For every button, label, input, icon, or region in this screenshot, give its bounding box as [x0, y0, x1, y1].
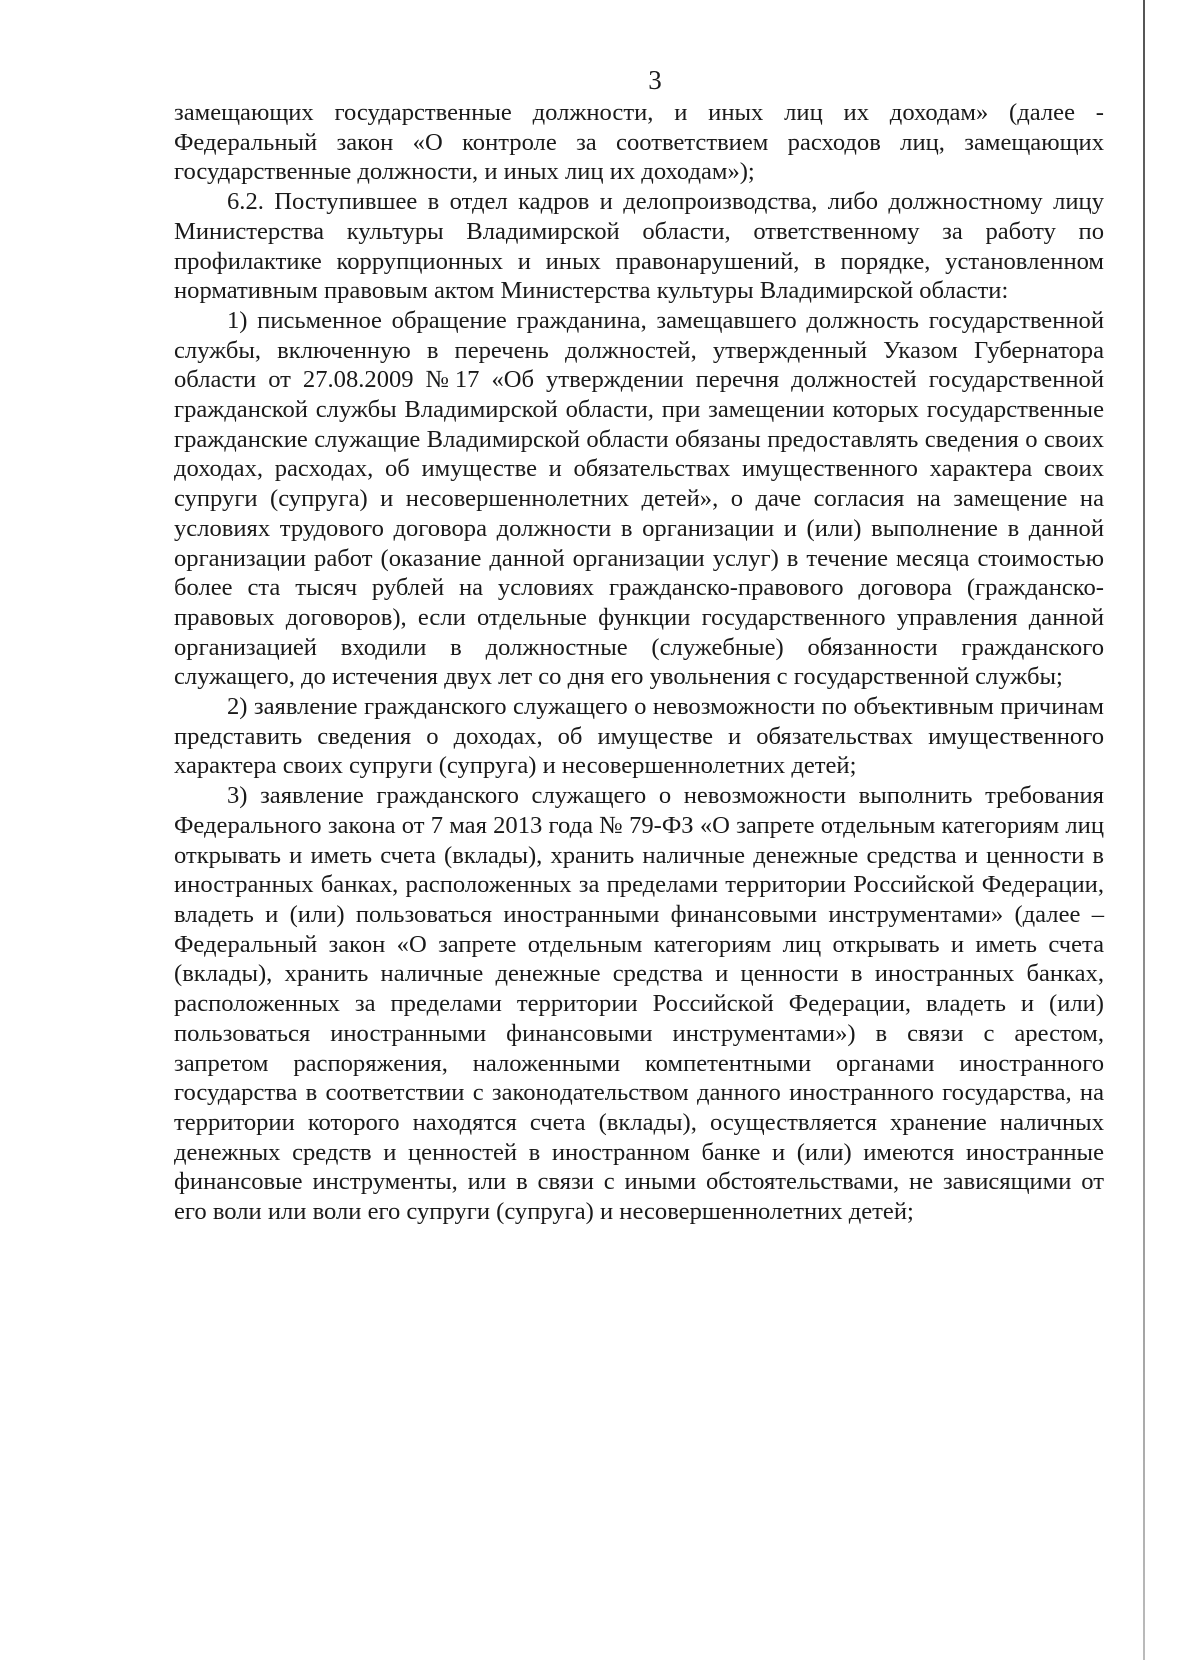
scan-edge-line [1143, 0, 1145, 1660]
page-number: 3 [648, 65, 662, 95]
list-item-3: 3) заявление гражданского служащего о невозможности выполнить требования Федерального закона от 7 мая 2013 года № 79-ФЗ «О запрете отдельным категориям лиц открывать и иметь счета (вклады), хранить наличные денежные средства и ценности в иностранных банках, расположенных за пределами территории Российской Федерации, владеть и (или) пользоваться иностранными финансовыми инструментами» (далее – Федеральный закон «О запрете отдельным категориям лиц открывать и иметь счета (вклады), хранить наличные денежные средства и ценности в иностранных банках, расположенных за пределами территории Российской Федерации, владеть и (или) пользоваться иностранными финансовыми инструментами») в связи с арестом, запретом распоряжения, наложенными компетентными органами иностранного государства в соответствии с законодательством данного иностранного государства, на территории которого находятся счета (вклады), осуществляется хранение наличных денежных средств и ценностей в иностранном банке и (или) имеются иностранные финансовые инструменты, или в связи с иными обстоятельствами, не зависящими от его воли или воли его супруги (супруга) и несовершеннолетних детей; [174, 782, 1104, 1226]
paragraph-6-2: 6.2. Поступившее в отдел кадров и делопроизводства, либо должностному лицу Министерства культуры Владимирской области, ответственному за работу по профилактике коррупционных и иных правонарушений, в порядке, установленном нормативным правовым актом Министерства культуры Владимирской области: [174, 188, 1104, 305]
list-item-1: 1) письменное обращение гражданина, замещавшего должность государственной службы, включенную в перечень должностей, утвержденный Указом Губернатора области от 27.08.2009 №17 «Об утверждении перечня должностей государственной гражданской службы Владимирской области, при замещении которых государственные гражданские служащие Владимирской области обязаны предоставлять сведения о своих доходах, расходах, об имуществе и обязательствах имущественного характера своих супруги (супруга) и несовершеннолетних детей», о даче согласия на замещение на условиях трудового договора должности в организации и (или) выполнение в данной организации работ (оказание данной организации услуг) в течение месяца стоимостью более ста тысяч рублей на условиях гражданско-правового договора (гражданско-правовых договоров), если отдельные функции государственного управления данной организацией входили в должностные (служебные) обязанности гражданского служащего, до истечения двух лет со дня его увольнения с государственной службы; [174, 306, 1104, 691]
document-body [174, 98, 1104, 1227]
paragraph-continuation: замещающих государственные должности, и иных лиц их доходам» (далее - Федеральный закон «О контроле за соответствием расходов лиц, замещающих государственные должности, и иных лиц их доходам»); [174, 99, 1104, 186]
list-item-2: 2) заявление гражданского служащего о невозможности по объективным причинам представить сведения о доходах, об имуществе и обязательствах имущественного характера своих супруги (супруга) и несовершеннолетних детей; [174, 693, 1104, 780]
